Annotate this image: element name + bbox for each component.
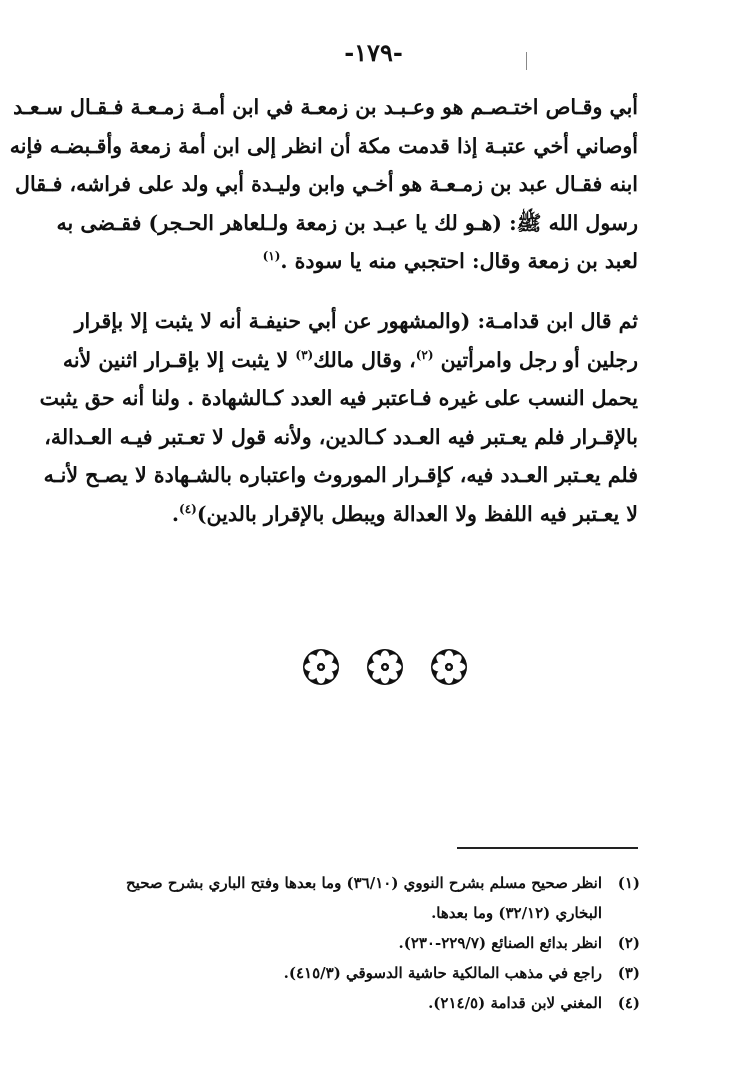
page-number: -١٧٩- <box>344 38 403 67</box>
footnote-ref-4: (٤) <box>179 501 197 516</box>
text-line: رسول الله ﷺ: (هـو لك يا عبـد بن زمعة ولـلعاهر الحـجر) فقـضى به <box>56 210 638 235</box>
flower-ornament-icon <box>428 646 470 688</box>
text-line: أوصاني أخي عتبـة إذا قدمت مكة أن انظر إلى ابن أمة زمعة وأقـبضـه فإنه <box>9 133 638 158</box>
footnote-number: (٢) <box>617 934 640 952</box>
text-line <box>102 495 638 534</box>
text-line: ابنه فقـال عبد بن زمـعـة هو أخـي وابن وليـدة أبي ولد على فراشه، فـقال <box>15 172 638 196</box>
section-divider-ornaments <box>300 645 470 689</box>
paragraph-1 <box>9 88 638 281</box>
footnote-item <box>110 928 640 958</box>
text-line <box>102 242 638 281</box>
footnote-number: (٤) <box>617 994 640 1012</box>
text-segment: . <box>171 501 179 526</box>
text-segment: لا يعـتبر فيه اللفظ ولا العدالة ويبطل بالإقرار بالدين) <box>196 501 638 526</box>
footnote-text: المغني لابن قدامة (٢١٤/٥). <box>428 994 602 1012</box>
text-line: فلم يعـتبر العـدد فيه، كإقـرار الموروث واعتباره بالشـهادة لا يصـح لأنـه <box>43 463 638 487</box>
text-segment: لا يثبت إلا بإقـرار اثنين لأنه <box>62 347 296 372</box>
text-line: أبي وقـاص اختـصـم هو وعـبـد بن زمعـة في ابن أمـة زمـعـة فـقـال سـعـد <box>13 95 638 119</box>
margin-mark <box>526 52 527 70</box>
text-line: ثم قال ابن قدامـة: (والمشهور عن أبي حنيفـة أنه لا يثبت إلا بإقرار <box>74 309 638 333</box>
footnote-text: راجع في مذهب المالكية حاشية الدسوقي (٤١٥/٣). <box>283 964 602 982</box>
footnote-ref-2: (٢) <box>415 347 434 362</box>
footnote-number: (١) <box>617 874 640 892</box>
text-line: يحمل النسب على غيره فـاعتبر فيه العدد كـالشهادة . ولنا أنه حق يثبت <box>39 386 638 410</box>
paragraph-2 <box>39 302 638 533</box>
text-segment: ، وقال مالك <box>313 347 416 372</box>
footnote-item <box>110 958 640 988</box>
flower-ornament-icon <box>364 646 406 688</box>
text-segment: لعبد بن زمعة وقال: احتجبي منه يا سودة . <box>280 249 638 273</box>
text-segment: رجلين أو رجل وامرأتين <box>433 347 638 372</box>
flower-ornament-icon <box>300 646 342 688</box>
footnote-ref-3: (٣) <box>295 347 314 362</box>
footnote-ref-1: (١) <box>262 249 281 264</box>
footnote-number: (٣) <box>617 964 640 982</box>
footnote-item <box>110 868 640 928</box>
footnote-text: انظر بدائع الصنائع (٢٢٩/٧-٢٣٠). <box>398 934 602 952</box>
text-line <box>62 341 638 380</box>
footnote-separator <box>457 847 638 849</box>
footnote-item <box>110 988 640 1018</box>
footnote-text: انظر صحيح مسلم بشرح النووي (٣٦/١٠) وما بعدها وفتح الباري بشرح صحيح البخاري (٣٢/١٢) وما بعدها. <box>126 874 602 922</box>
footnotes <box>110 868 640 1018</box>
text-line: بالإقـرار فلم يعـتبر فيه العـدد كـالدين، ولأنه قول لا تعـتبر فيـه العـدالة، <box>44 424 638 449</box>
